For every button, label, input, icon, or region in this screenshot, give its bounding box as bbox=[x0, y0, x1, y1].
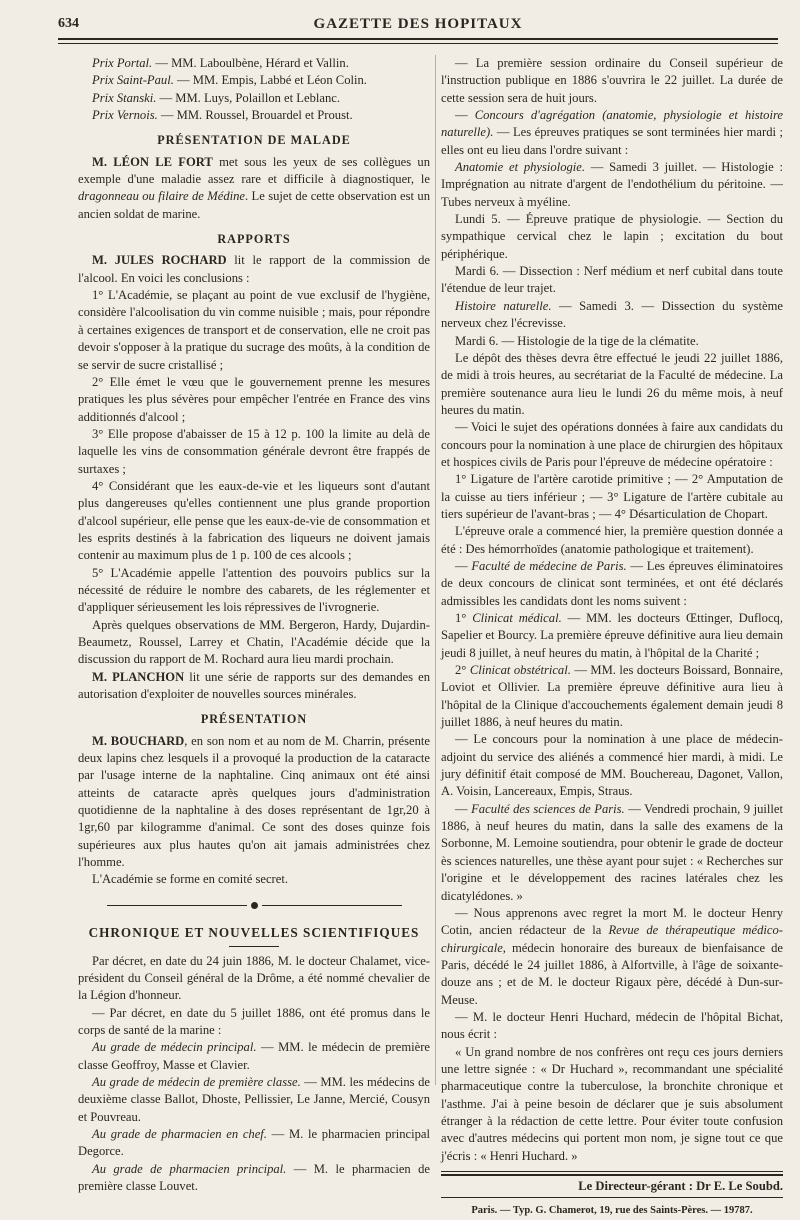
section-heading: PRÉSENTATION bbox=[200, 712, 308, 727]
column-divider bbox=[435, 55, 436, 1085]
paragraph: — Voici le sujet des opérations données à faire aux candidats du concours pour la nomination à une place de chirurgien des hôpitaux et hospices civils de Paris pour l'épreuve de médecine opératoire : bbox=[441, 420, 783, 469]
footer-rule bbox=[441, 1171, 783, 1172]
paragraph: M. JULES ROCHARD lit le rapport de la commission de l'alcool. En voici les conclusions : bbox=[78, 253, 430, 285]
paragraph: — Faculté de médecine de Paris. — Les épreuves éliminatoires de deux concours de clinicat sont terminées, et ont été déclarés admissibles les candidats dont les noms suivent : bbox=[441, 558, 783, 608]
paragraph: Au grade de pharmacien en chef. — M. le pharmacien principal Degorce. bbox=[78, 1126, 430, 1159]
paragraph: 1° Ligature de l'artère carotide primitive ; — 2° Amputation de la cuisse au tiers inférieur ; — 3° Ligature de l'artère cubitale au tiers supérieur de l'avant-bras ; — 4° Désarticulation de Chopart. bbox=[441, 472, 783, 521]
paragraph: — M. le docteur Henri Huchard, médecin de l'hôpital Bichat, nous écrit : bbox=[441, 1009, 783, 1042]
prize-line: Prix Vernois. — MM. Roussel, Brouardel et Proust. bbox=[92, 108, 353, 123]
paragraph: 2° Elle émet le vœu que le gouvernement prenne les mesures pratiques les plus sévères pour empêcher l'entrée en France des vins additionnés d'alcool ; bbox=[78, 374, 430, 424]
paragraph: — Par décret, en date du 5 juillet 1886, ont été promus dans le corps de santé de la marine : bbox=[78, 1005, 430, 1037]
paragraph: 3° Elle propose d'abaisser de 15 à 12 p. 100 la limite au delà de laquelle les vins de consommation générale devront être frappés de surtaxes ; bbox=[78, 426, 430, 476]
header-rule bbox=[58, 38, 778, 40]
paragraph: Au grade de pharmacien principal. — M. le pharmacien de première classe Louvet. bbox=[78, 1161, 430, 1193]
ornament-divider bbox=[78, 897, 430, 914]
page-header bbox=[58, 14, 778, 34]
paragraph: M. BOUCHARD, en son nom et au nom de M. Charrin, présente deux lapins chez lesquels il a provoqué la production de la cataracte par l'usage interne de la naphtaline. Cinq animaux ont été ainsi atteints de cataracte après quelques jours d'administration quotidienne de la naphtaline à des doses représentant de 1gr,20 à 1gr,60 par kilogramme d'animal. Ce sont des doses quinze fois supérieures aux plus hautes qu'on ait jamais administrées chez l'homme. bbox=[78, 733, 430, 870]
paragraph: — La première session ordinaire du Conseil supérieur de l'instruction publique en 1886 s'ouvrira le 22 juillet. La durée de cette session sera de huit jours. bbox=[441, 56, 783, 105]
paragraph: Anatomie et physiologie. — Samedi 3 juillet. — Histologie : Imprégnation au nitrate d'argent de l'endothélium du péritoine. — Tubes nerveux à myéline. bbox=[441, 160, 783, 209]
paragraph: — Faculté des sciences de Paris. — Vendredi prochain, 9 juillet 1886, à neuf heures du matin, dans la salle des examens de la Sorbonne, M. Lemoine soutiendra, pour obtenir le grade de docteur ès sciences naturelles, une thèse ayant pour sujet : « Recherches sur l'origine et le développement des racines latérales chez les dicatylédones. » bbox=[441, 801, 783, 903]
paragraph: Mardi 6. — Dissection : Nerf médium et nerf cubital dans toute l'étendue de leur trajet. bbox=[441, 264, 783, 296]
paragraph: Histoire naturelle. — Samedi 3. — Dissection du système nerveux chez l'écrevisse. bbox=[441, 298, 783, 331]
footer-rule-thick bbox=[441, 1174, 783, 1176]
paragraph: Mardi 6. — Histologie de la tige de la clématite. bbox=[455, 333, 699, 348]
paragraph: Par décret, en date du 24 juin 1886, M. le docteur Chalamet, vice-président du Conseil général de la Drôme, a été nommé chevalier de la Légion d'honneur. bbox=[78, 953, 430, 1003]
paragraph: Après quelques observations de MM. Bergeron, Hardy, Dujardin-Beaumetz, Roussel, Larrey et Chatin, l'Académie décide que la discussion du rapport de M. Rochard aura lieu mardi prochain. bbox=[78, 617, 430, 667]
section-heading: RAPPORTS bbox=[217, 232, 291, 247]
prize-line: Prix Portal. — MM. Laboulbène, Hérard et Vallin. bbox=[92, 56, 349, 70]
signature: Le Directeur-gérant : Dr E. Le Soubd. bbox=[578, 1179, 783, 1193]
paragraph: — Nous apprenons avec regret la mort M. le docteur Henry Cotin, ancien rédacteur de la Revue de thérapeutique médico-chirurgicale, médecin honoraire des bureaux de bienfaisance de Paris, décédé le 24 juillet 1886, à Alfortville, à l'âge de soixante-douze ans ; et de M. le docteur Rigaux père, décédé à Dun-sur-Meuse. bbox=[441, 905, 783, 1007]
prize-line: Prix Saint-Paul. — MM. Empis, Labbé et Léon Colin. bbox=[92, 73, 367, 88]
paragraph: Le dépôt des thèses devra être effectué le jeudi 22 juillet 1886, de midi à trois heures, au secrétariat de la Faculté de médecine. La première soutenance aura lieu le lundi 26 du même mois, à neuf heures du matin. bbox=[441, 350, 783, 417]
footer-rule-thin bbox=[441, 1197, 783, 1198]
short-rule bbox=[229, 946, 279, 947]
paragraph: « Un grand nombre de nos confrères ont reçu ces jours derniers une lettre signée : « Dr Huchard », recommandant une spécialité pharmaceutique contre la tuberculose, la bronchite chronique et l'asthme. J'ai à peine besoin de déclarer que je suis absolument étranger à la rédaction de cette lettre. Pour éviter toute confusion avec d'autres médecins qui portent mon nom, je signe tout ce que j'écris : « Henri Huchard. » bbox=[441, 1044, 783, 1163]
paragraph: Au grade de médecin de première classe. — MM. les médecins de deuxième classe Ballot, Dhoste, Pellissier, Le Janne, Mercié, Cousyn et Pouvreau. bbox=[78, 1074, 430, 1124]
header-rule-thin bbox=[58, 43, 778, 44]
paragraph: 2° Clinicat obstétrical. — MM. les docteurs Boissard, Bonnaire, Loviot et Ollivier. La première épreuve définitive aura lieu à l'hôpital de la Clinique d'accouchements également demain jeudi 8 juillet 1886, à neuf heures du matin. bbox=[441, 663, 783, 730]
left-column bbox=[78, 55, 430, 1195]
paragraph: 5° L'Académie appelle l'attention des pouvoirs publics sur la nécessité de réduire le nombre des cabarets, de les réglementer et d'appliquer sérieusement les lois répressives de l'ivrognerie. bbox=[78, 565, 430, 615]
paragraph: M. LÉON LE FORT met sous les yeux de ses collègues un exemple d'une maladie assez rare et difficile à diagnostiquer, le dragonneau ou filaire de Médine. Le sujet de cette observation est un ancien soldat de marine. bbox=[78, 154, 431, 221]
paragraph: 1° L'Académie, se plaçant au point de vue exclusif de l'hygiène, considère l'alcoolisation du vin comme nuisible ; mais, pour répondre à certaines exigences de transport et de conservation, elle ne croit pas devoir s'opposer à la pratique du sucrage des moûts, à la condition de se servir de sucre cristallisé ; bbox=[78, 288, 430, 372]
section-heading: PRÉSENTATION DE MALADE bbox=[157, 133, 351, 148]
paragraph: 1° Clinicat médical. — MM. les docteurs Œttinger, Duflocq, Sapelier et Bourcy. La première épreuve définitive aura lieu demain jeudi 8 juillet, à neuf heures du matin, à l'hôpital de la Charité ; bbox=[441, 611, 783, 660]
paragraph: M. PLANCHON lit une série de rapports sur des demandes en autorisation d'exploiter de nouvelles sources minérales. bbox=[78, 669, 430, 702]
right-column bbox=[441, 55, 783, 1220]
paragraph: Au grade de médecin principal. — MM. le médecin de première classe Geoffroy, Masse et Clavier. bbox=[78, 1040, 430, 1072]
prize-line: Prix Stanski. — MM. Luys, Polaillon et Leblanc. bbox=[92, 90, 340, 105]
printer-line: Paris. — Typ. G. Chamerot, 19, rue des Saints-Pères. — 19787. bbox=[471, 1205, 753, 1217]
paragraph: 4° Considérant que les eaux-de-vie et les liqueurs sont d'autant plus dangereuses qu'elles contiennent une plus grande proportion d'alcool supérieur, elle pense que les eaux-de-vie de consommation et les esprits destinés à la fabrication des liqueurs ne doivent jamais contenir au maximum plus de 1 p. 100 de ces alcools ; bbox=[78, 478, 430, 563]
journal-title: GAZETTE DES HOPITAUX bbox=[313, 16, 523, 32]
paragraph: Lundi 5. — Épreuve pratique de physiologie. — Section du sympathique cervical chez le lapin ; excitation du bout périphérique. bbox=[441, 212, 783, 261]
section-heading: CHRONIQUE ET NOUVELLES SCIENTIFIQUES bbox=[88, 925, 420, 941]
paragraph: L'Académie se forme en comité secret. bbox=[92, 872, 288, 887]
paragraph: L'épreuve orale a commencé hier, la première question donnée a été : Des hémorrhoïdes (anatomie pathologique et traitement). bbox=[441, 524, 783, 556]
paragraph: — Le concours pour la nomination à une place de médecin-adjoint du service des aliénés a commencé hier mardi, à midi. Le jury définitif était composé de MM. Bouchereau, Dagonet, Vallon, A. Voisin, Lancereaux, Empis, Straus. bbox=[441, 732, 783, 799]
paragraph: — Concours d'agrégation (anatomie, physiologie et histoire naturelle). — Les épreuves pratiques se sont terminées hier mardi ; elles ont eu lieu dans l'ordre suivant : bbox=[441, 108, 784, 157]
page-number: 634 bbox=[58, 16, 79, 31]
